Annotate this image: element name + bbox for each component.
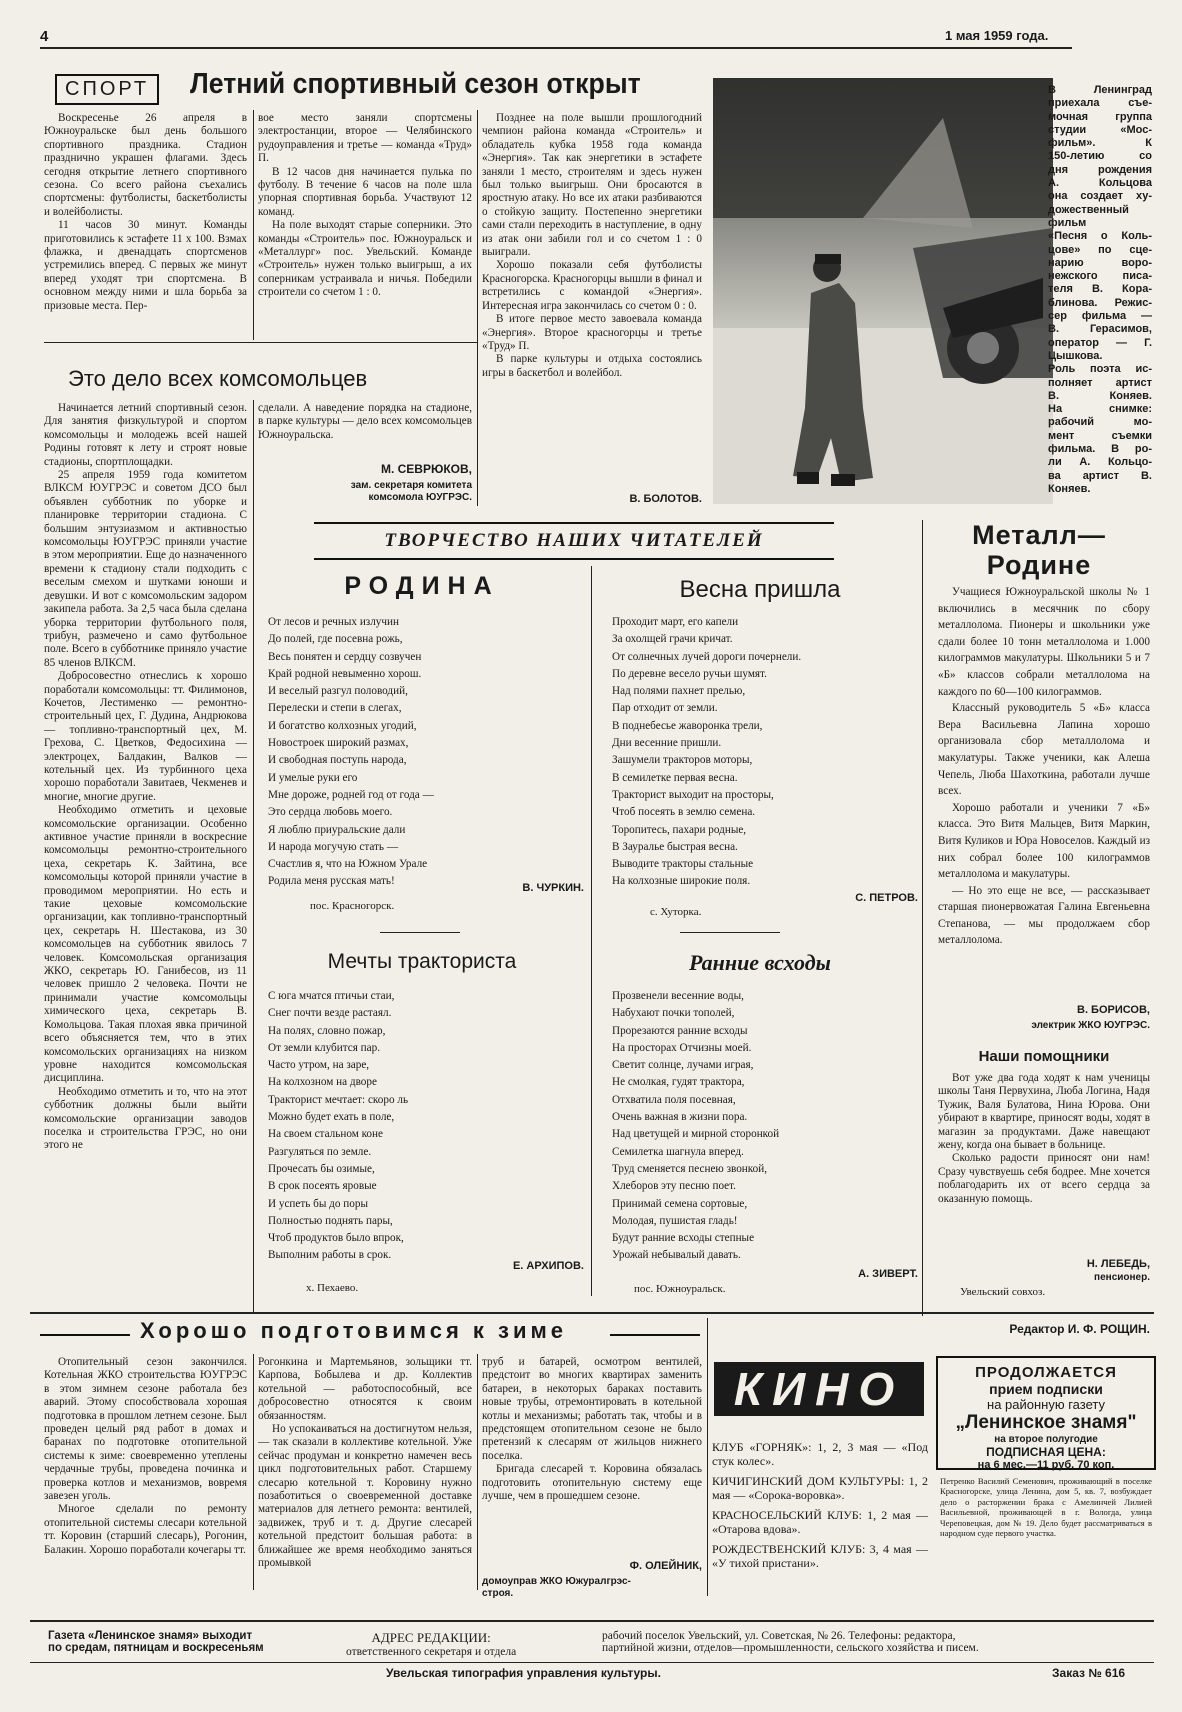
poem-line: Труд сменяется песнею звонкой, <box>612 1162 768 1175</box>
poem-line: Над цветущей и мирной сторонкой <box>612 1128 780 1141</box>
poem-line: Урожай небывалый давать. <box>612 1249 741 1262</box>
poem-line: С юга мчатся птичьи стаи, <box>268 990 395 1002</box>
poem-line: Зашумели тракторов моторы, <box>612 754 753 767</box>
sport-col1: Воскресенье 26 апреля в Южноуральске был день большого спортивного праздника. Стадион празднично украшен флагами. Здесь сегодня открытие летнего спортивного сезона. Со всего района съехались спортсмены: футболисты, баскетболисты и волейболисты. 11 часов 30 минут. Команды приготовились к эстафете 11 х 100. Взмах флажка, и двенадцать спортсменов устремились вперед. С первых же минут вперед уходят три спортсмена. В основном между ними и шла борьба за призовые места. Пер- <box>44 112 247 312</box>
komsomol-col1: Начинается летний спортивный сезон. Для занятия физкультурой и спортом комсомольцы и молодежь всей нашей Родины готовят к лету и строят новые стадионы, спортплощадки. 25 апреля 1959 года комитетом ВЛКСМ ЮУГРЭС и советом ДСО был объявлен субботник по уборке и планировке территории стадиона. С большим энтузиазмом и активностью комсомольцы ЮУГРЭС приняли участие в этом мероприятии. Еще до назначенного времени к стадиону стали подходить с веселым смехом и шутками юноши и девушки. И вот с комсомольским задором закипела работа. За 2,5 часа была сделана уборка территории футбольного поля, трибун, размечено и само футбольное поле. Всего в субботнике приняло участие 85 членов ВЛКСМ. Добросовестно отнеслись к хорошо поработали комсомольцы: тт. Филимонов, Кочетов, Лестименко — ремонтно-строительный цех, Г. Дудина, Андрюкова — топливно-транспортный цех, М. Грехова, С. Цветков, Федосихина — электроцех, Балдакин, Валков — котельный цех. Из турбинного цеха хорошо поработали Завитаев, Чекменев и многие, многие другие. Необходимо отметить и цеховые комсомольские организации. Особенно активное участие приняли в воскресние комсомольцы ремонтно-строительного цеха, секретарь К. Зайтина, все комсомольцы которой приняли участие в проводимом мероприятии. Но есть и такие цеховые комсомольские организации, как топливно-транспортный цех, секретарь Н. Шестакова, из 30 комсомольцев на субботник явилось 7 человек. Комсомольская организация ЖКО, секретарь Ю. Ганибесов, из 11 человек пришло 2 человека. Почти не принимали участие комсомольцы химического цеха, секретарь В. Комольцова. Такая плохая явка причиной всего объясняется тем, что в этих комсомольских организациях на низком уровне находится комсомольская дисциплина. Необходимо отметить и то, что на этот субботник должны были выйти комсомольские организации заводов поселка и строительства ГРЭС, но они этого не <box>44 402 247 1152</box>
poem-line: Принимай семена сортовые, <box>612 1197 748 1210</box>
komsomol-signature-sub: зам. секретаря комитета комсомола ЮУГРЭС. <box>350 480 472 503</box>
poem-line: Торопитесь, пахари родные, <box>612 823 747 836</box>
caption-line: фильм». К <box>1048 137 1152 150</box>
poem-line: Хлеборов эту песню поет. <box>612 1180 736 1193</box>
poem-line: И народа могучую стать — <box>268 840 399 853</box>
poem-line: Это сердца любовь моего. <box>268 806 393 819</box>
poem-sprouts <box>612 988 918 1265</box>
caption-line: «Песня о Коль- <box>1048 230 1152 243</box>
footer-address-label: АДРЕС РЕДАКЦИИ: ответственного секретаря и отдела <box>346 1630 517 1658</box>
winter-col3: труб и батарей, осмотром вентилей, предстоит во многих квартирах заменить батареи, в некоторых бараках поставить новые трубы, отремонтировать в котельной котлы и механизмы; работать так, чтобы и в предстоящем отопительном сезоне не было претензий к слесарям от жильцов нижнего поселка. Бригада слесарей т. Коровина обязалась подготовить отопительную систему еще лучше, чем в прошедшем сезоне. <box>482 1356 702 1503</box>
poem-line: В Зауралье быстрая весна. <box>612 840 738 853</box>
poem-tractorist-place: х. Пехаево. <box>306 1282 359 1294</box>
poem-line: Мне дороже, родней год от года — <box>268 788 434 801</box>
poem-line: Новостроек широкий размах, <box>268 737 409 750</box>
poem-line: Разгуляться по земле. <box>268 1145 372 1158</box>
poem-line: Полностью поднять пары, <box>268 1214 393 1227</box>
caption-line: рабочий мо- <box>1048 416 1152 429</box>
poem-tractorist <box>268 988 584 1265</box>
caption-line: На снимке: <box>1048 403 1152 416</box>
poem-line: Выводите тракторы стальные <box>612 858 754 871</box>
caption-line: мочная группа <box>1048 110 1152 123</box>
poem-spring-title: Весна пришла <box>679 576 841 603</box>
sport-col3: Позднее на поле вышли прошлогодний чемпион района команда «Строитель» и обладатель кубка 1958 года команда «Энергия». Так как энергетики в эстафете заняли 1 место, строителям и здесь нужен был только выигрыш. Они бросаются в яростную атаку. Но все их атаки разбиваются о стойкую защиту. Постепенно энергетики сами стали переходить в наступление, в одну из атак они забили гол и со счетом 1 : 0 выиграли. Хорошо показали себя футболисты Красногорска. Красногорцы вышли в финал и встретились с командой «Энергия». Интересная игра закончилась со счетом 0 : 0. В итоге первое место завоевала команда «Энергия». Второе красногорцы и третье «Труд» П. В парке культуры и отдыха состоялись игры в баскетбол и волейбол. <box>482 112 702 379</box>
metal-signature-sub: электрик ЖКО ЮУГРЭС. <box>1031 1020 1150 1031</box>
poem-line: Набухают почки тополей, <box>612 1007 735 1020</box>
poem-line: И успеть бы до поры <box>268 1197 368 1210</box>
footer-printer: Увельская типография управления культуры. <box>386 1666 661 1680</box>
poem-line: И богатство колхозных угодий, <box>268 719 417 732</box>
poem-line: От солнечных лучей дороги почернели. <box>612 650 802 663</box>
poem-line: И умелые руки его <box>268 771 358 784</box>
helpers-title: Наши помощники <box>978 1048 1110 1065</box>
poem-line: В срок посеять яровые <box>268 1180 377 1193</box>
sport-title: Летний спортивный сезон открыт <box>190 68 641 100</box>
caption-line: приехала съе- <box>1048 97 1152 110</box>
caption-line: Коняев. <box>1048 482 1091 495</box>
caption-line: дожественный <box>1048 203 1129 216</box>
caption-line: В. Герасимов, <box>1048 323 1152 336</box>
film-shooting-photo <box>713 78 1053 504</box>
poem-line: Чтоб посеять в землю семена. <box>612 806 756 819</box>
poem-tractorist-author: Е. АРХИПОВ. <box>512 1260 584 1272</box>
poem-line: На полях, словно пожар, <box>268 1024 386 1037</box>
subscription-box: ПРОДОЛЖАЕТСЯ прием подписки на районную газету „Ленинское знамя" на второе полугодие ПОДПИСНАЯ ЦЕНА: на 6 мес.—11 руб. 70 коп. <box>936 1356 1156 1470</box>
metal-text: Учащиеся Южноуральской школы № 1 включились в месячник по сбору металлолома. Пионеры и школьники уже сдали более 10 тонн металлолома и 1.000 килограммов макулатуры. Школьники 5 и 7 «Б» классов собрали металлолома на каждого по 60—100 килограммов. Классный руководитель 5 «Б» класса Вера Васильевна Лапина хорошо организовала сбор металлолома и макулатуры. Также ученики, как Алеша Чепель, Люба Шахоткина, работали лучше всех. Хорошо работали и ученики 7 «Б» класса. Это Витя Мальцев, Витя Маркин, Витя Куликов и Юра Новоселов. Каждый из них собрал более 100 килограммов металлолома и макулатуры. — Но это еще не все, — рассказывает старшая пионервожатая Галина Евгеньевна Степанова, — мы продолжаем сбор металлолома. <box>938 586 1150 947</box>
komsomol-title: Это дело всех комсомольцев <box>68 366 368 391</box>
poem-spring-author: С. ПЕТРОВ. <box>855 892 918 904</box>
poem-line: По деревне весело ручьи шумят. <box>612 667 767 680</box>
poem-line: Весь понятен и сердцу созвучен <box>268 650 422 663</box>
komsomol-col2: сделали. А наведение порядка на стадионе, в парке культуры — дело всех комсомольцев Южноуральска. <box>258 402 472 441</box>
poem-line: И веселый разгул половодий, <box>268 685 408 698</box>
caption-line: мент съемки <box>1048 429 1152 442</box>
sport-signature: В. БОЛОТОВ. <box>629 493 702 505</box>
poem-line: Светит солнце, лучами играя, <box>612 1059 754 1072</box>
creativity-banner-text: ТВОРЧЕСТВО НАШИХ ЧИТАТЕЛЕЙ <box>384 530 764 551</box>
poem-sprouts-place: пос. Южноуральск. <box>634 1283 726 1295</box>
kino-logo-text: КИНО <box>733 1363 905 1415</box>
caption-line: оператор — Г. <box>1048 336 1152 349</box>
caption-line: нарию воро- <box>1048 256 1152 269</box>
poem-line: Родила меня русская мать! <box>268 875 395 888</box>
poem-line: Молодая, пушистая гладь! <box>612 1214 738 1227</box>
sport-col2: вое место заняли спортсмены электростанции, второе — Челябинского рудоуправления и третье — команда «Труд» П. В 12 часов дня начинается пулька по футболу. В течение 6 часов на поле шла упорная спортивная борьба. Участвуют 12 команд. На поле выходят старые соперники. Это команды «Строитель» пос. Южноуральск и «Металлург» пос. Увельский. Команде «Строитель» нужен только выигрыш, а их соперникам устраивала и ничья. Победили строители со счетом 1 : 0. <box>258 112 472 299</box>
kino-logo <box>714 1362 924 1416</box>
poem-line: До полей, где посевна рожь, <box>268 633 403 646</box>
caption-line: сер фильма — <box>1048 310 1152 323</box>
poem-line: Я люблю приуральские дали <box>268 823 406 836</box>
helpers-signature: Н. ЛЕБЕДЬ, <box>1086 1258 1150 1270</box>
caption-line: фильм <box>1048 216 1087 229</box>
poem-line: Будут ранние всходы степные <box>612 1232 755 1245</box>
poem-line: Очень важная в жизни пора. <box>612 1111 748 1124</box>
issue-date: 1 мая 1959 года. <box>945 28 1049 43</box>
caption-line: В. Коняев. <box>1048 389 1152 402</box>
winter-signature: Ф. ОЛЕЙНИК, <box>629 1560 702 1572</box>
creativity-banner <box>314 522 834 560</box>
caption-line: теля В. Кора- <box>1048 283 1152 296</box>
poem-rodina-place: пос. Красногорск. <box>310 900 395 912</box>
caption-line: дня рождения <box>1048 163 1152 176</box>
poem-line: От лесов и речных излучин <box>268 616 399 628</box>
poem-line: Выполним работы в срок. <box>268 1249 392 1262</box>
poem-line: Чтоб продуктов было впрок, <box>268 1232 404 1245</box>
poem-spring <box>612 614 918 891</box>
poem-tractorist-title: Мечты тракториста <box>327 950 517 973</box>
metal-signature: В. БОРИСОВ, <box>1077 1004 1150 1016</box>
caption-line: А. Кольцова <box>1048 177 1152 190</box>
caption-line: фильма. В ро- <box>1048 443 1152 456</box>
caption-line: полняет артист <box>1048 376 1152 389</box>
poem-line: Можно будет ехать в поле, <box>268 1111 395 1124</box>
poem-line: Не смолкая, гудят трактора, <box>612 1076 745 1089</box>
photo-caption-text <box>1048 84 1152 496</box>
winter-title: Хорошо подготовимся к зиме <box>140 1318 567 1343</box>
poem-line: Снег почти везде растаял. <box>268 1007 392 1020</box>
poem-rodina <box>268 614 584 891</box>
helpers-text: Вот уже два года ходят к нам ученицы школы Таня Первухина, Люба Логина, Надя Тужик, Валя Булатова, Нина Юрова. Они убирают в квартире, приносят воды, ходят в магазин за продуктами. Даже навещают жену, когда она бывает в больнице. Сколько радости приносят они нам! Сразу чувствуешь себя бодрее. Мне хочется поблагодарить их от всего сердца за оказанную помощь. <box>938 1072 1150 1205</box>
poem-line: Пар отходит от земли. <box>612 702 718 715</box>
poem-rodina-author: В. ЧУРКИН. <box>522 882 584 894</box>
poem-line: Семилетка шагнула вперед. <box>612 1145 744 1158</box>
poem-line: Отхватила поля посевная, <box>612 1093 736 1106</box>
masthead-rule <box>40 47 1072 49</box>
caption-line: цове» по сце- <box>1048 243 1152 256</box>
page-number: 4 <box>40 28 49 45</box>
poem-line: На колхозные широкие поля. <box>612 875 751 888</box>
poem-line: Тракторист мечтает: скоро ль <box>268 1093 409 1106</box>
poem-sprouts-author: А. ЗИВЕРТ. <box>858 1268 918 1280</box>
caption-line: Цышкова. <box>1048 349 1103 362</box>
footer-order: Заказ № 616 <box>1052 1666 1126 1680</box>
metal-title: Металл— Родине <box>972 520 1106 580</box>
poem-line: За охолщей грачи кричат. <box>612 633 733 646</box>
poem-line: На своем стальном коне <box>268 1128 383 1141</box>
editor: Редактор И. Ф. РОЩИН. <box>1009 1322 1150 1336</box>
poem-line: От земли клубится пар. <box>268 1041 381 1054</box>
poem-line: Прочесать бы озимые, <box>268 1162 375 1175</box>
poem-sprouts-title: Ранние всходы <box>689 950 831 975</box>
winter-signature-sub: домоуправ ЖКО Южуралгрэс- строя. <box>482 1576 631 1599</box>
poem-line: Над полями пахнет прелью, <box>612 685 746 698</box>
poem-line: В семилетке первая весна. <box>612 771 738 784</box>
caption-line: В Ленинград <box>1048 84 1152 96</box>
divorce-notice: Петренко Василий Семенович, проживающий в поселке Красногорске, улица Ленина, дом 5, кв. 7, возбуждает дело о расторжении брака с Амелинчей Лилией Васильевной, проживающей в г. Вологда, улица Череповецкая, дом № 19. Дело будет рассматриваться в народном суде первого участка. <box>940 1476 1152 1539</box>
poem-line: Прорезаются ранние всходы <box>612 1024 748 1037</box>
footer-left: Газета «Ленинское знамя» выходит по средам, пятницам и воскресеньям <box>48 1630 264 1654</box>
poem-line: Тракторист выходит на просторы, <box>612 788 774 801</box>
helpers-place: Увельский совхоз. <box>960 1286 1046 1298</box>
film-photo <box>713 78 1053 504</box>
caption-line: блинова. Режис- <box>1048 296 1152 309</box>
sport-rubric: СПОРТ <box>55 74 159 105</box>
poem-line: В поднебесье жаворонка трели, <box>612 719 763 732</box>
komsomol-signature: М. СЕВРЮКОВ, <box>380 462 472 476</box>
caption-line: ли А. Кольцо- <box>1048 456 1152 469</box>
caption-line: ва артист В. <box>1048 469 1152 482</box>
poem-line: Дни весенние пришли. <box>612 737 722 750</box>
kino-listings: КЛУБ «ГОРНЯК»: 1, 2, 3 мая — «Под стук колес». КИЧИГИНСКИЙ ДОМ КУЛЬТУРЫ: 1, 2 мая — «Сорока-воровка». КРАСНОСЕЛЬСКИЙ КЛУБ: 1, 2 мая — «Отарова вдова». РОЖДЕСТВЕНСКИЙ КЛУБ: 3, 4 мая — «У тихой пристани». <box>712 1440 928 1570</box>
poem-line: Край родной невыменно хорош. <box>268 667 422 680</box>
winter-col1: Отопительный сезон закончился. Котельная ЖКО строительства ЮУГРЭС в этом зимнем сезоне работала без аварий. Этому способствовала хорошая подготовка в прошлом летнем сезоне. Был проведен целый ряд работ в домах и баранах по подготовке отопительной системы к зиме: своевременно утеплены чердачные трубы, проведена починка и проверка котлов и механизмов, вовремя завезен уголь. Многое сделали по ремонту отопительной системы слесари котельной тт. Коровин (старший слесарь), Рогонин, Балакин. Хорошо поработали кочегары тт. <box>44 1356 247 1556</box>
poem-line: Часто утром, на заре, <box>268 1059 370 1072</box>
caption-line: Роль поэта ис- <box>1048 363 1152 376</box>
poem-line: Прозвенели весенние воды, <box>612 990 744 1002</box>
helpers-signature-sub: пенсионер. <box>1094 1272 1150 1283</box>
poem-line: И свободная поступь народа, <box>268 754 407 767</box>
poem-line: На колхозном на дворе <box>268 1076 377 1089</box>
caption-line: студии «Мос- <box>1048 123 1152 136</box>
poem-line: Перелески и степи в слегах, <box>268 702 402 715</box>
poem-line: Счастлив я, что на Южном Урале <box>268 858 428 871</box>
caption-line: 150-летию со <box>1048 150 1152 163</box>
poem-rodina-title: РОДИНА <box>344 572 500 600</box>
caption-line: она создает ху- <box>1048 190 1152 203</box>
footer-address: рабочий поселок Увельский, ул. Советская, № 26. Телефоны: редактора, партийной жизни, отделов—промышленности, сельского хозяйства и писем. <box>602 1630 979 1654</box>
winter-col2: Рогонкина и Мартемьянов, зольщики тт. Карпова, Бобылева и др. Коллектив котельной — работоспособный, все добросовестно относятся к своим обязанностям. Но успокаиваться на достигнутом нельзя, — так сказали в коллективе котельной. Уже сейчас продуман и конкретно намечен весь цикл подготовительных работ. Старшему слесарю котельной т. Коровину нужно позаботиться о своевременной доставке материалов для летнего ремонта: вентилей, задвижек, труб и т. д. Другие слесарей котельной предстоит большая работа: в ближайшее же время необходимо заняться промывкой <box>258 1356 472 1570</box>
poem-line: На просторах Отчизны моей. <box>612 1041 752 1054</box>
poem-line: Проходит март, его капели <box>612 616 739 628</box>
winter-title-box <box>30 1318 706 1348</box>
poem-spring-place: с. Хуторка. <box>650 906 702 918</box>
caption-line: нежского писа- <box>1048 270 1152 283</box>
